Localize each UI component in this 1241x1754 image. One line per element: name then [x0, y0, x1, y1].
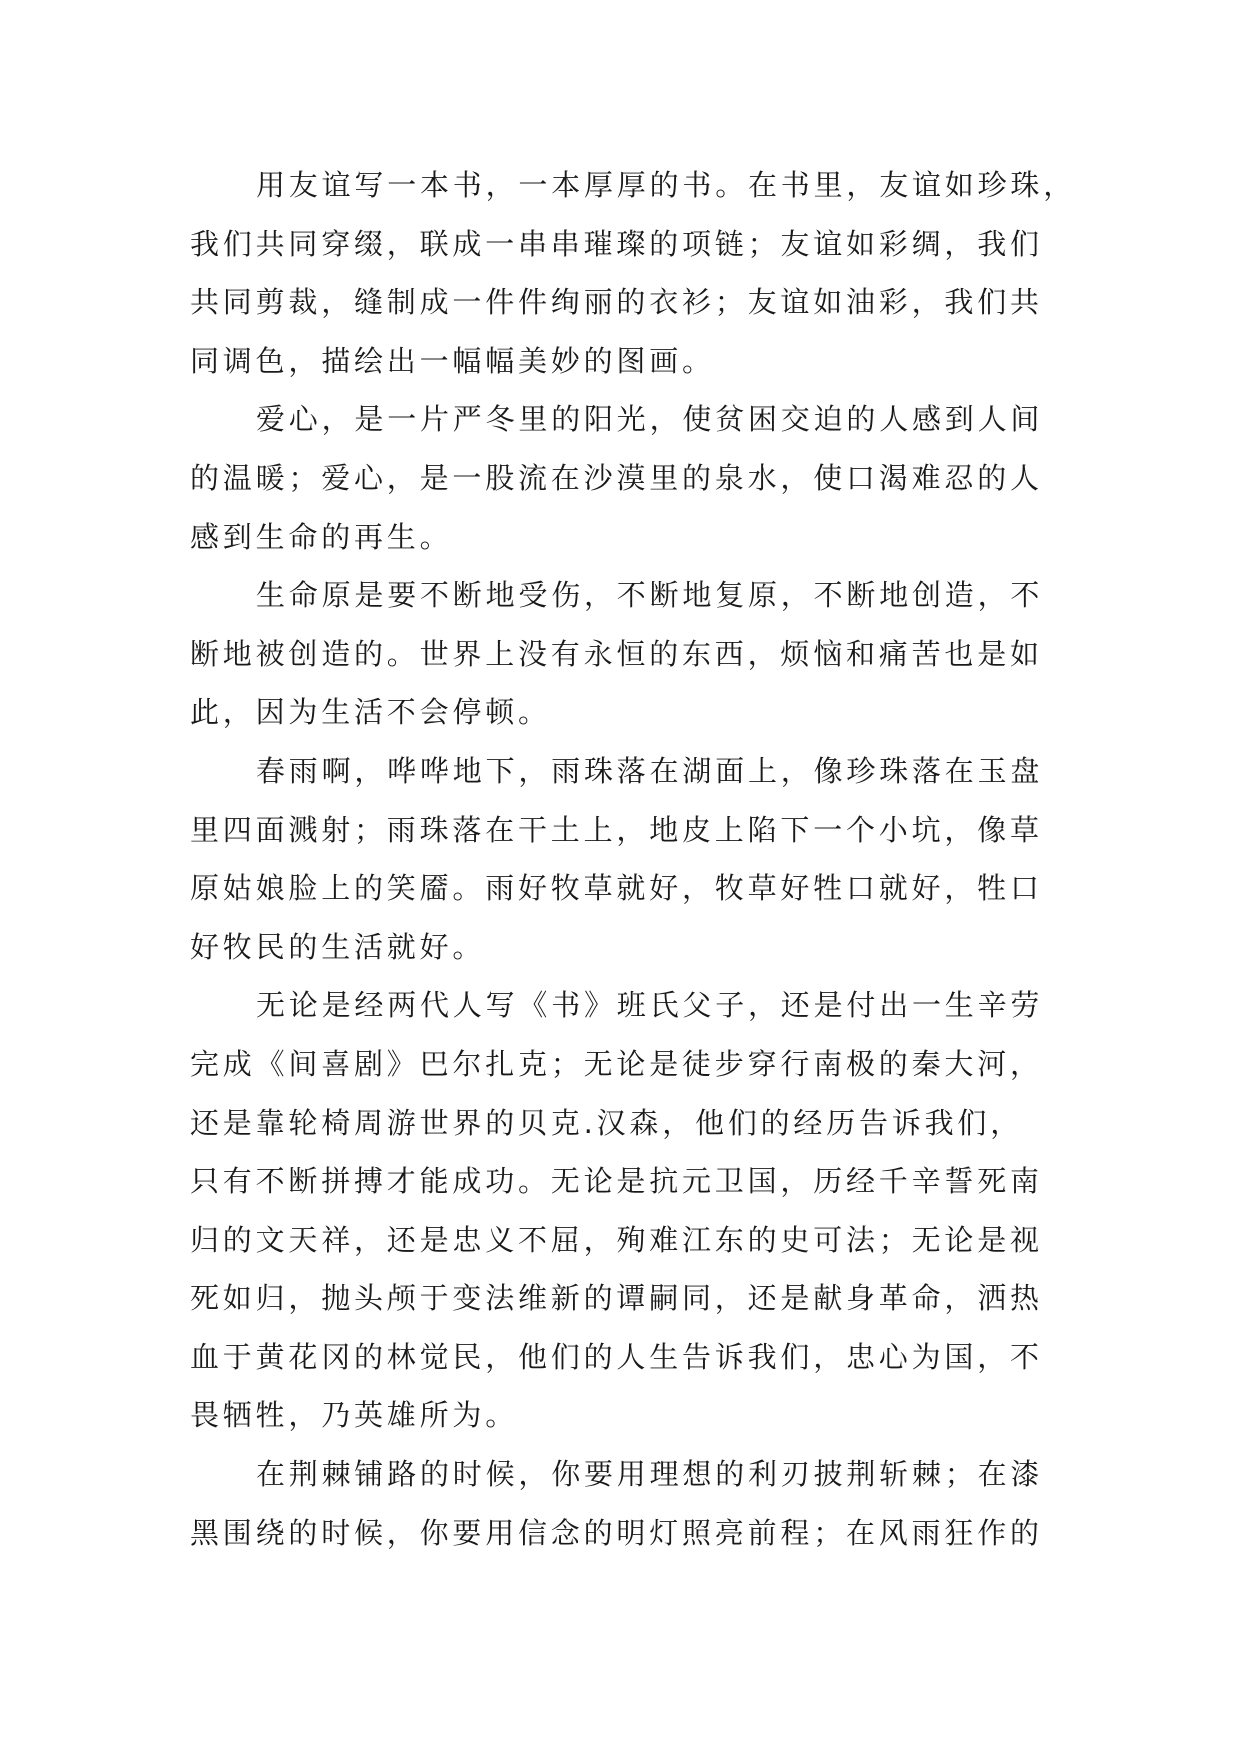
text-line: 生命原是要不断地受伤，不断地复原，不断地创造，不 — [256, 578, 1044, 613]
text-line: 无论是经两代人写《书》班氏父子，还是付出一生辛劳 — [256, 988, 1044, 1023]
text-line: 此，因为生活不会停顿。 — [190, 695, 551, 730]
text-line: 归的文天祥，还是忠义不屈，殉难江东的史可法；无论是视 — [190, 1222, 1043, 1257]
paragraph-spring-rain — [190, 742, 1070, 976]
text-line: 感到生命的再生。 — [190, 519, 453, 554]
paragraph-ideals — [190, 1445, 1070, 1562]
text-line: 好牧民的生活就好。 — [190, 929, 486, 964]
text-line: 爱心，是一片严冬里的阳光，使贫困交迫的人感到人间 — [256, 402, 1044, 437]
text-line: 我们共同穿缀，联成一串串璀璨的项链；友谊如彩绸，我们 — [190, 226, 1043, 261]
text-line: 只有不断拼搏才能成功。无论是抗元卫国，历经千辛誓死南 — [190, 1164, 1043, 1199]
text-line: 断地被创造的。世界上没有永恒的东西，烦恼和痛苦也是如 — [190, 636, 1043, 671]
text-line: 血于黄花冈的林觉民，他们的人生告诉我们，忠心为国，不 — [190, 1339, 1043, 1374]
text-line: 里四面溅射；雨珠落在干土上，地皮上陷下一个小坑，像草 — [190, 812, 1043, 847]
text-line: 畏牺牲，乃英雄所为。 — [190, 1398, 519, 1433]
paragraph-friendship — [190, 156, 1077, 390]
text-line: 共同剪裁，缝制成一件件绚丽的衣衫；友谊如油彩，我们共 — [190, 285, 1043, 320]
text-line: 原姑娘脸上的笑靥。雨好牧草就好，牧草好牲口就好，牲口 — [190, 871, 1043, 906]
text-line: 在荆棘铺路的时候，你要用理想的利刃披荆斩棘；在漆 — [256, 1457, 1044, 1492]
paragraph-life — [190, 566, 1070, 742]
paragraph-love — [190, 390, 1070, 566]
text-line: 同调色，描绘出一幅幅美妙的图画。 — [190, 343, 715, 378]
text-line: 死如归，抛头颅于变法维新的谭嗣同，还是献身革命，洒热 — [190, 1281, 1043, 1316]
text-line: 春雨啊，哗哗地下，雨珠落在湖面上，像珍珠落在玉盘 — [256, 753, 1044, 788]
paragraph-perseverance — [190, 976, 1070, 1445]
text-line: 黑围绕的时候，你要用信念的明灯照亮前程；在风雨狂作的 — [190, 1515, 1043, 1550]
text-line: 完成《间喜剧》巴尔扎克；无论是徒步穿行南极的秦大河， — [190, 1046, 1043, 1081]
text-line: 用友谊写一本书，一本厚厚的书。在书里，友谊如珍珠， — [256, 168, 1077, 202]
text-line: 还是靠轮椅周游世界的贝克.汉森，他们的经历告诉我们， — [190, 1105, 1024, 1140]
document-body — [190, 156, 1077, 1562]
text-line: 的温暖；爱心，是一股流在沙漠里的泉水，使口渴难忍的人 — [190, 460, 1043, 495]
